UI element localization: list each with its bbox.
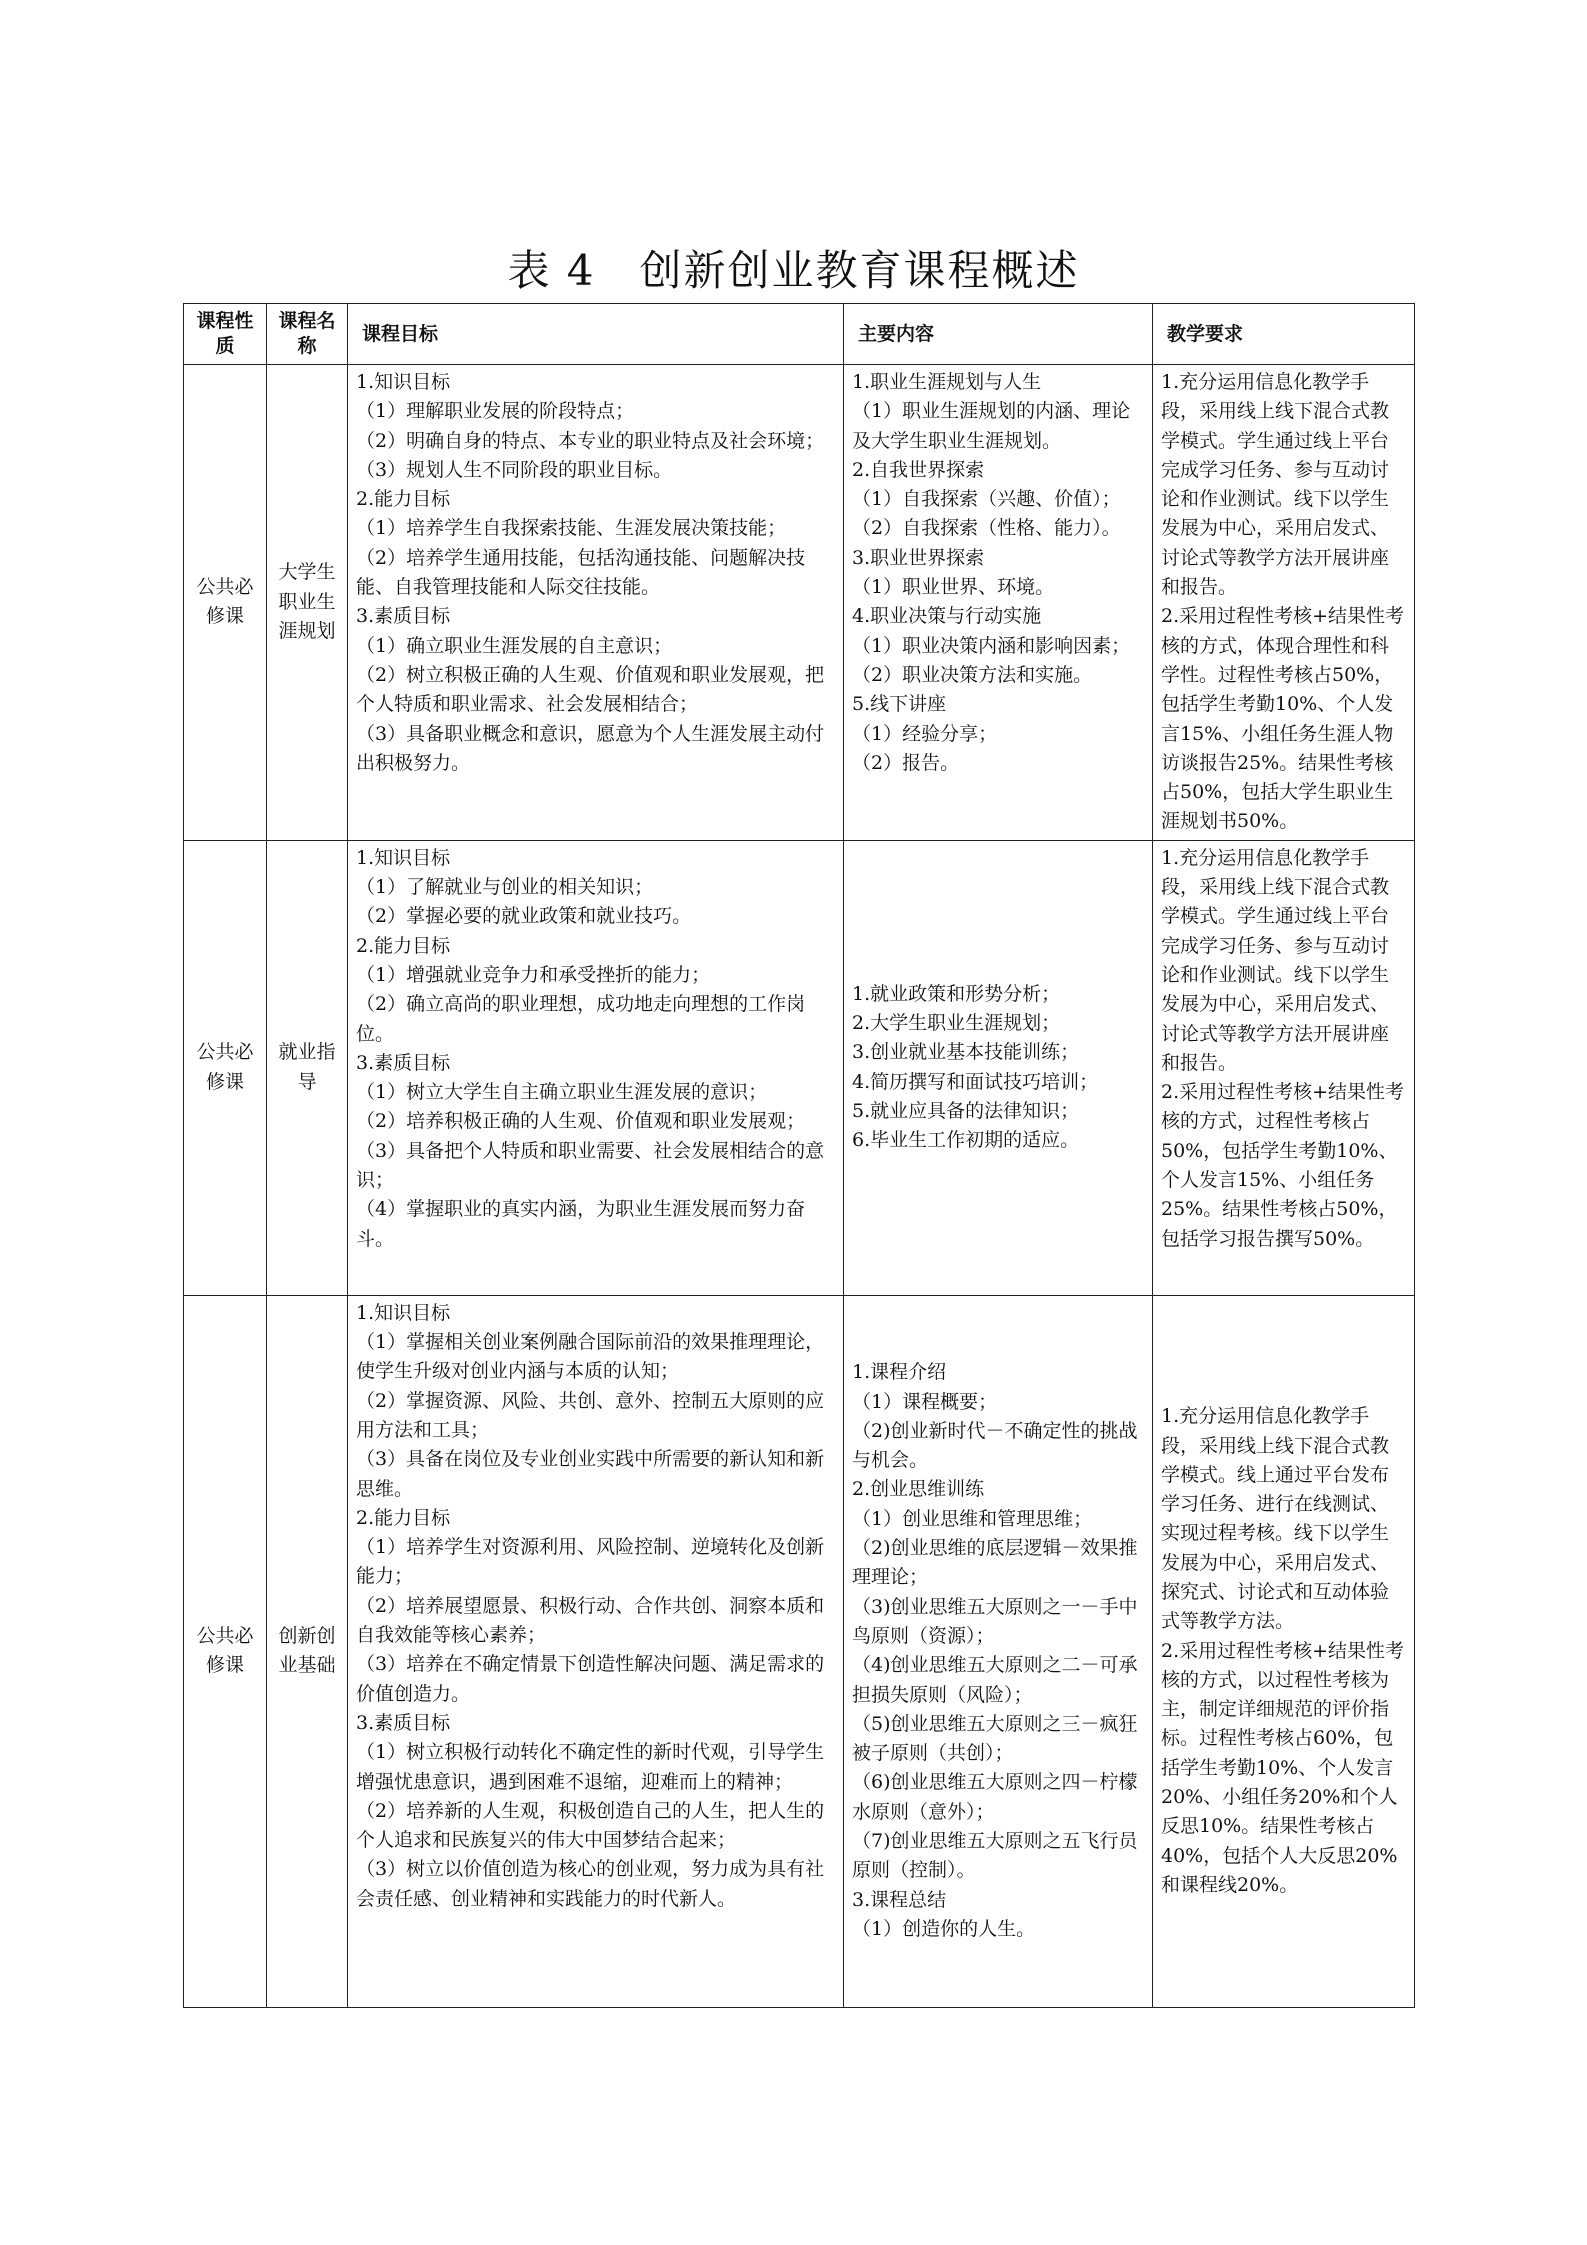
cell-line: （3)创业思维五大原则之一－手中鸟原则（资源）； [852, 1595, 1138, 1647]
cell-line: 3.素质目标 [356, 1711, 451, 1734]
cell-line: （2）树立积极正确的人生观、价值观和职业发展观，把个人特质和职业需求、社会发展相结合； [356, 663, 825, 716]
cell-line: （1）理解职业发展的阶段特点； [356, 400, 635, 423]
cell-line: （2）掌握资源、风险、共创、意外、控制五大原则的应用方法和工具； [356, 1389, 825, 1441]
table-header-row [184, 304, 1415, 365]
cell-line: 1.就业政策和形势分析； [852, 982, 1061, 1005]
teaching-requirement-cell [1153, 365, 1415, 841]
cell-line: （1）增强就业竞争力和承受挫折的能力； [356, 963, 711, 986]
cell-line: （1）树立积极行动转化不确定性的新时代观，引导学生增强忧患意识，遇到困难不退缩，迎难而上的精神； [356, 1741, 825, 1793]
course-name-cell: 创新创业基础 [267, 1295, 348, 2007]
course-nature-cell: 公共必修课 [184, 365, 267, 841]
main-content-cell [844, 840, 1153, 1295]
cell-line: （1）自我探索（兴趣、价值）； [852, 488, 1121, 511]
cell-line: 5.线下讲座 [852, 693, 947, 716]
cell-line: 1.知识目标 [356, 846, 451, 869]
cell-line: （3）规划人生不同阶段的职业目标。 [356, 458, 673, 481]
cell-line: （5)创业思维五大原则之三－疯狂被子原则（共创）； [852, 1712, 1138, 1765]
cell-line: （1）职业世界、环境。 [852, 576, 1055, 599]
cell-line: （1）创造你的人生。 [852, 1917, 1036, 1940]
cell-line: （1）职业决策内涵和影响因素； [852, 634, 1131, 657]
cell-line: 4.职业决策与行动实施 [852, 605, 1042, 628]
cell-line: （1）了解就业与创业的相关知识； [356, 876, 654, 899]
cell-line: 1.充分运用信息化教学手段，采用线上线下混合式教学模式。线上通过平台发布学习任务、进行在线测试、实现过程考核。线下以学生发展为中心，采用启发式、探究式、讨论式和互动体验式等教学方法。 [1161, 1405, 1390, 1633]
cell-line: 2.自我世界探索 [852, 458, 985, 481]
cell-line: （2）培养展望愿景、积极行动、合作共创、洞察本质和自我效能等核心素养； [356, 1594, 825, 1647]
header-course-objective: 课程目标 [348, 304, 844, 365]
cell-line: （1）经验分享； [852, 722, 998, 745]
course-name-cell: 就业指导 [267, 840, 348, 1295]
cell-line: （2）培养新的人生观，积极创造自己的人生，把人生的个人追求和民族复兴的伟大中国梦结合起来； [356, 1799, 825, 1852]
cell-line: 1.课程介绍 [852, 1361, 947, 1384]
cell-line: 2.采用过程性考核+结果性考核的方式，体现合理性和科学性。过程性考核占50%，包括学生考勤10%、个人发言15%、小组任务生涯人物访谈报告25%。结果性考核占50%，包括大学生职业生涯规划书50%。 [1161, 605, 1405, 833]
cell-line: （1）确立职业生涯发展的自主意识； [356, 634, 673, 657]
main-content-cell [844, 1295, 1153, 2007]
page-title: 表 4 创新创业教育课程概述 [507, 246, 1080, 295]
main-content-cell [844, 365, 1153, 841]
cell-line: 2.大学生职业生涯规划； [852, 1012, 1061, 1035]
cell-line: （2)创业新时代－不确定性的挑战与机会。 [852, 1419, 1138, 1472]
course-objective-cell [348, 365, 844, 841]
cell-line: （2）明确自身的特点、本专业的职业特点及社会环境； [356, 429, 825, 452]
cell-line: （2）培养积极正确的人生观、价值观和职业发展观； [356, 1110, 806, 1133]
header-teaching-requirement: 教学要求 [1153, 304, 1415, 365]
cell-line: （1）培养学生对资源利用、风险控制、逆境转化及创新能力； [356, 1536, 825, 1588]
cell-line: 4.简历撰写和面试技巧培训； [852, 1070, 1099, 1093]
teaching-requirement-cell [1153, 1295, 1415, 2007]
cell-line: （2）报告。 [852, 751, 960, 774]
course-nature-cell: 公共必修课 [184, 1295, 267, 2007]
course-objective-cell [348, 840, 844, 1295]
cell-line: 1.充分运用信息化教学手段，采用线上线下混合式教学模式。学生通过线上平台完成学习任务、参与互动讨论和作业测试。线下以学生发展为中心，采用启发式、讨论式等教学方法开展讲座和报告。 [1161, 371, 1390, 599]
header-course-nature: 课程性质 [184, 304, 267, 365]
cell-line: （1）创业思维和管理思维； [852, 1507, 1093, 1530]
table-row [184, 1295, 1415, 2007]
cell-line: （4）掌握职业的真实内涵，为职业生涯发展而努力奋斗。 [356, 1198, 806, 1250]
cell-line: （2）培养学生通用技能，包括沟通技能、问题解决技能、自我管理技能和人际交往技能。 [356, 546, 806, 599]
cell-line: 6.毕业生工作初期的适应。 [852, 1129, 1080, 1152]
cell-line: （1）树立大学生自主确立职业生涯发展的意识； [356, 1081, 768, 1104]
cell-line: 1.知识目标 [356, 371, 451, 393]
course-nature-cell: 公共必修课 [184, 840, 267, 1295]
cell-line: 2.能力目标 [356, 934, 451, 957]
course-name-cell: 大学生职业生涯规划 [267, 365, 348, 841]
cell-line: 1.知识目标 [356, 1301, 451, 1324]
cell-line: 3.素质目标 [356, 605, 451, 628]
cell-line: （6)创业思维五大原则之四－柠檬水原则（意外）； [852, 1771, 1138, 1823]
cell-line: （2）职业决策方法和实施。 [852, 663, 1093, 686]
teaching-requirement-cell [1153, 840, 1415, 1295]
cell-line: （3）具备把个人特质和职业需要、社会发展相结合的意识； [356, 1139, 825, 1192]
cell-line: （3）培养在不确定情景下创造性解决问题、满足需求的价值创造力。 [356, 1653, 825, 1705]
cell-line: （7)创业思维五大原则之五飞行员原则（控制）。 [852, 1830, 1138, 1882]
cell-line: （3）具备在岗位及专业创业实践中所需要的新认知和新思维。 [356, 1448, 825, 1500]
cell-line: （1）培养学生自我探索技能、生涯发展决策技能； [356, 517, 787, 540]
cell-line: 2.采用过程性考核+结果性考核的方式，以过程性考核为主，制定详细规范的评价指标。过程性考核占60%，包括学生考勤10%、个人发言20%、小组任务20%和个人反思10%。结果性考核占40%，包括个人大反思20%和课程线20%。 [1161, 1639, 1405, 1896]
cell-line: 1.职业生涯规划与人生 [852, 371, 1042, 393]
cell-line: 2.能力目标 [356, 488, 451, 511]
cell-line: （2）自我探索（性格、能力）。 [852, 517, 1121, 540]
course-objective-cell [348, 1295, 844, 2007]
cell-line: 2.创业思维训练 [852, 1478, 985, 1501]
cell-line: （1）掌握相关创业案例融合国际前沿的效果推理理论，使学生升级对创业内涵与本质的认知； [356, 1331, 825, 1383]
cell-line: 5.就业应具备的法律知识； [852, 1100, 1080, 1123]
header-main-content: 主要内容 [844, 304, 1153, 365]
cell-line: 3.素质目标 [356, 1051, 451, 1074]
cell-line: 3.职业世界探索 [852, 546, 985, 569]
cell-line: （1）职业生涯规划的内涵、理论及大学生职业生涯规划。 [852, 400, 1131, 452]
cell-line: 2.采用过程性考核+结果性考核的方式，过程性考核占50%，包括学生考勤10%、个人发言15%、小组任务25%。结果性考核占50%，包括学习报告撰写50%。 [1161, 1081, 1405, 1250]
cell-line: 3.课程总结 [852, 1888, 947, 1911]
cell-line: （2）掌握必要的就业政策和就业技巧。 [356, 905, 692, 928]
header-course-name: 课程名称 [267, 304, 348, 365]
cell-line: （2)创业思维的底层逻辑－效果推理理论； [852, 1537, 1138, 1589]
cell-line: （3）具备职业概念和意识，愿意为个人生涯发展主动付出积极努力。 [356, 722, 825, 774]
cell-line: （1）课程概要； [852, 1390, 998, 1413]
table-row [184, 840, 1415, 1295]
cell-line: （4)创业思维五大原则之二－可承担损失原则（风险）； [852, 1654, 1138, 1706]
cell-line: 3.创业就业基本技能训练； [852, 1041, 1080, 1064]
cell-line: （3）树立以价值创造为核心的创业观，努力成为具有社会责任感、创业精神和实践能力的时代新人。 [356, 1858, 825, 1910]
course-overview-table [183, 303, 1415, 2008]
cell-line: 2.能力目标 [356, 1506, 451, 1529]
cell-line: 1.充分运用信息化教学手段，采用线上线下混合式教学模式。学生通过线上平台完成学习任务、参与互动讨论和作业测试。线下以学生发展为中心，采用启发式、讨论式等教学方法开展讲座和报告。 [1161, 846, 1390, 1074]
cell-line: （2）确立高尚的职业理想，成功地走向理想的工作岗位。 [356, 993, 806, 1045]
table-row [184, 365, 1415, 841]
